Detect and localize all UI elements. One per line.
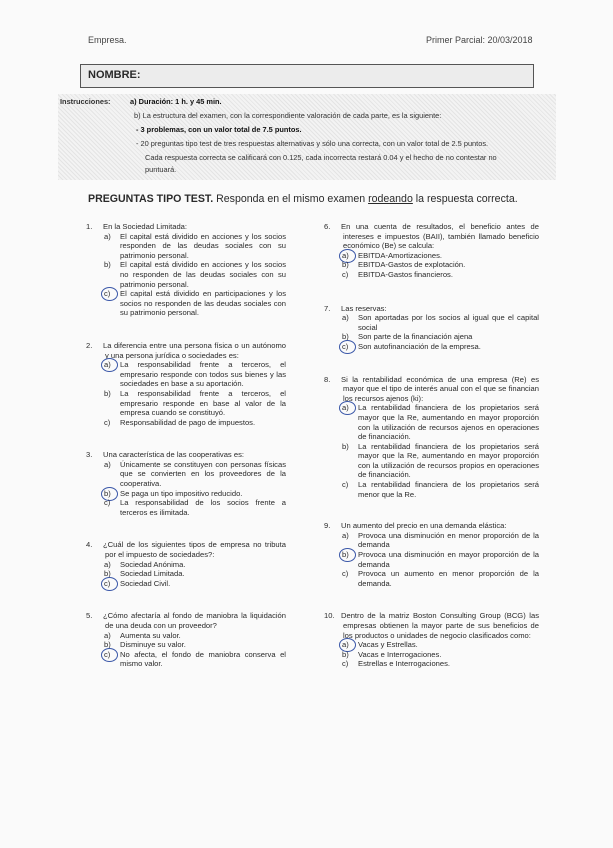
answer-option[interactable] xyxy=(324,442,539,480)
question-number: 5. xyxy=(86,611,93,621)
question-text: 5. ¿Cómo afectaría al fondo de maniobra la liquidación de una deuda con un proveedor? xyxy=(86,611,286,630)
answer-option[interactable] xyxy=(86,260,286,289)
option-text: EBITDA-Gastos financieros. xyxy=(358,269,453,279)
question-text: 10. Dentro de la matriz Boston Consulting Group (BCG) las empresas obtienen la mayor parte de sus beneficios de los productos o unidades de negocio clasificados como: xyxy=(324,611,539,640)
option-text: Sociedad Limitada. xyxy=(120,569,185,579)
option-letter: a) xyxy=(104,630,111,640)
option-letter: b) xyxy=(104,260,111,270)
question-text: 9. Un aumento del precio en una demanda elástica: xyxy=(324,521,507,531)
question-number: 1. xyxy=(86,222,93,231)
questions-left-column xyxy=(86,222,286,669)
option-letter: b) xyxy=(104,388,111,398)
answer-circle-mark xyxy=(101,577,118,591)
option-text: Son autofinanciación de la empresa. xyxy=(358,341,481,351)
question-number: 2. xyxy=(86,340,93,350)
question-2 xyxy=(86,341,286,427)
answer-option[interactable] xyxy=(324,270,539,280)
option-text: Son aportadas por los socios al igual que el capital social xyxy=(358,313,539,332)
answer-option[interactable] xyxy=(86,579,286,589)
question-number: 4. xyxy=(86,540,93,550)
question-text: 8. Si la rentabilidad económica de una empresa (Re) es mayor que el tipo de interés anual con el que se financian los recursos ajenos (ki): xyxy=(324,374,539,403)
answer-option[interactable] xyxy=(324,313,539,332)
option-text: Estrellas e Interrogaciones. xyxy=(358,659,451,669)
exam-label: Primer Parcial: 20/03/2018 xyxy=(426,35,533,45)
option-letter: c) xyxy=(342,480,349,490)
option-text: EBITDA-Amortizaciones. xyxy=(358,250,442,260)
option-text: Vacas y Estrellas. xyxy=(358,640,418,650)
answer-circle-mark xyxy=(101,648,118,662)
question-5 xyxy=(86,611,286,669)
option-letter: a) xyxy=(342,640,349,650)
name-field[interactable] xyxy=(80,64,534,88)
question-4 xyxy=(86,540,286,588)
question-text: 6. En una cuenta de resultados, el beneficio antes de intereses e impuestos (BAII), también llamado beneficio económico (Be) se calcula: xyxy=(324,222,539,251)
instructions-label: Instrucciones: xyxy=(60,97,111,106)
option-text: EBITDA-Gastos de explotación. xyxy=(358,260,466,270)
option-text: Provoca una disminución en menor proporción de la demanda xyxy=(358,530,539,550)
option-text: El capital está dividido en acciones y los socios responden de las deudas sociales con su patrimonio personal. xyxy=(120,231,286,260)
question-9 xyxy=(324,521,539,588)
option-letter: c) xyxy=(104,498,111,508)
question-number: 6. xyxy=(324,222,331,231)
section-title: PREGUNTAS TIPO TEST. Responda en el mismo examen rodeando la respuesta correcta. xyxy=(88,193,518,205)
option-text: La responsabilidad frente a terceros, el empresario responde en base al valor de la empresa cuando se constituyó. xyxy=(120,388,286,418)
answer-option[interactable] xyxy=(324,260,539,270)
option-text: Provoca un aumento en menor proporción de la demanda. xyxy=(358,569,539,588)
question-number: 9. xyxy=(324,521,331,531)
option-text: La rentabilidad financiera de los propietarios será mayor que la Re, aumentando en mayor proporción con la utilización de recursos ajenos en operaciones de financiación. xyxy=(358,403,539,442)
option-letter: a) xyxy=(342,313,349,323)
question-8 xyxy=(324,375,539,500)
answer-option[interactable] xyxy=(324,650,539,660)
company-label: Empresa. xyxy=(88,35,127,45)
option-text: Responsabilidad de pago de impuestos. xyxy=(120,417,256,427)
option-letter: b) xyxy=(342,649,349,659)
option-letter: a) xyxy=(342,530,349,540)
option-letter: c) xyxy=(342,659,349,669)
answer-option[interactable] xyxy=(324,640,539,650)
question-10 xyxy=(324,611,539,669)
question-text: 4. ¿Cuál de los siguientes tipos de empresa no tributa por el impuesto de sociedades?: xyxy=(86,540,286,560)
answer-circle-mark xyxy=(101,358,118,372)
answer-option[interactable] xyxy=(86,560,286,570)
option-text: La responsabilidad de los socios frente a terceros es ilimitada. xyxy=(120,498,286,517)
answer-circle-mark xyxy=(339,340,356,354)
option-letter: b) xyxy=(342,260,349,270)
option-letter: c) xyxy=(104,578,111,588)
answer-option[interactable] xyxy=(86,360,286,389)
question-number: 7. xyxy=(324,303,331,313)
option-letter: a) xyxy=(104,559,111,569)
option-letter: a) xyxy=(342,250,349,260)
option-letter: a) xyxy=(104,231,111,241)
question-number: 8. xyxy=(324,374,331,384)
question-text: 3. Una característica de las cooperativas es: xyxy=(86,450,244,460)
question-6 xyxy=(324,222,539,280)
option-letter: c) xyxy=(342,569,349,579)
answer-option[interactable] xyxy=(86,569,286,579)
option-text: El capital está dividido en participaciones y los socios no responden de las deudas sociales con su patrimonio personal. xyxy=(120,289,286,318)
option-text: La rentabilidad financiera de los propietarios será mayor que la Re, aumentando en mayor proporción con la utilización de recursos propios en operaciones de financiación. xyxy=(358,441,539,480)
answer-option[interactable] xyxy=(86,418,286,428)
option-text: Son parte de la financiación ajena xyxy=(358,332,473,342)
question-number: 10. xyxy=(324,611,335,621)
question-1 xyxy=(86,222,286,318)
option-letter: c) xyxy=(342,341,349,351)
option-letter: b) xyxy=(104,488,111,498)
answer-option[interactable] xyxy=(86,489,286,499)
option-letter: b) xyxy=(342,332,349,342)
answer-option[interactable] xyxy=(324,403,539,441)
option-text: Disminuye su valor. xyxy=(120,640,186,650)
option-text: La rentabilidad financiera de los propietarios será menor que la Re. xyxy=(358,480,539,499)
option-text: Se paga un tipo impositivo reducido. xyxy=(120,488,243,498)
question-text: 7. Las reservas: xyxy=(324,303,387,313)
answer-circle-mark xyxy=(339,401,356,415)
option-letter: b) xyxy=(104,569,111,579)
question-text: 1. En la Sociedad Limitada: xyxy=(86,222,188,231)
option-letter: b) xyxy=(104,640,111,650)
answer-option[interactable] xyxy=(324,251,539,261)
answer-option[interactable] xyxy=(86,460,286,489)
answer-option[interactable] xyxy=(324,480,539,499)
option-text: Sociedad Civil. xyxy=(120,578,171,588)
answer-option[interactable] xyxy=(86,389,286,418)
answer-option[interactable] xyxy=(86,498,286,517)
option-text: Provoca una disminución en mayor proporción de la demanda xyxy=(358,550,539,569)
questions-right-column xyxy=(324,222,539,669)
instruction-line: - 20 preguntas tipo test de tres respuestas alternativas y sólo una correcta, con un valor total de 2.5 puntos. xyxy=(136,139,489,148)
option-letter: c) xyxy=(104,289,111,299)
option-letter: b) xyxy=(342,441,349,451)
instruction-line: Cada respuesta correcta se calificará con 0.125, cada incorrecta restará 0.04 y el hecho de no contestar no xyxy=(145,153,497,162)
answer-option[interactable] xyxy=(86,631,286,641)
option-text: Sociedad Anónima. xyxy=(120,559,186,569)
answer-option[interactable] xyxy=(324,332,539,342)
option-letter: a) xyxy=(104,360,111,370)
option-letter: c) xyxy=(104,417,111,427)
option-text: Aumenta su valor. xyxy=(120,630,181,640)
instruction-line: b) La estructura del examen, con la correspondiente valoración de cada parte, es la siguiente: xyxy=(134,111,442,120)
answer-option[interactable] xyxy=(324,569,539,588)
option-letter: a) xyxy=(342,403,349,413)
option-letter: b) xyxy=(342,550,349,560)
answer-option[interactable] xyxy=(86,232,286,261)
question-3 xyxy=(86,450,286,517)
instruction-line: a) Duración: 1 h. y 45 min. xyxy=(130,97,222,106)
answer-option[interactable] xyxy=(324,342,539,352)
option-letter: a) xyxy=(104,459,111,469)
answer-option[interactable] xyxy=(324,531,539,550)
option-text: No afecta, el fondo de maniobra conserva el mismo valor. xyxy=(120,649,286,669)
answer-circle-mark xyxy=(339,548,356,562)
instruction-line: puntuará. xyxy=(145,165,177,174)
question-text: 2. La diferencia entre una persona física o un autónomo y una persona jurídica o sociedades es: xyxy=(86,340,286,360)
question-number: 3. xyxy=(86,450,93,460)
answer-circle-mark xyxy=(101,287,118,301)
name-label: NOMBRE: xyxy=(88,69,141,81)
option-text: Únicamente se constituyen con personas físicas que se convierten en los proveedores de la cooperativa. xyxy=(120,459,286,489)
answer-option[interactable] xyxy=(86,289,286,318)
question-7 xyxy=(324,304,539,352)
answer-option[interactable] xyxy=(86,650,286,669)
instruction-line: - 3 problemas, con un valor total de 7.5 puntos. xyxy=(136,125,302,134)
option-letter: c) xyxy=(342,269,349,279)
answer-option[interactable] xyxy=(324,659,539,669)
option-letter: c) xyxy=(104,649,111,659)
instructions-box xyxy=(58,94,556,180)
option-text: Vacas e Interrogaciones. xyxy=(358,649,442,659)
option-text: La responsabilidad frente a terceros, el empresario responde con todos sus bienes y las sociedades en base a su aportación. xyxy=(120,360,286,389)
answer-option[interactable] xyxy=(86,640,286,650)
answer-option[interactable] xyxy=(324,550,539,569)
option-text: El capital está dividido en acciones y los socios no responden de las deudas sociales con su patrimonio personal. xyxy=(120,260,286,289)
